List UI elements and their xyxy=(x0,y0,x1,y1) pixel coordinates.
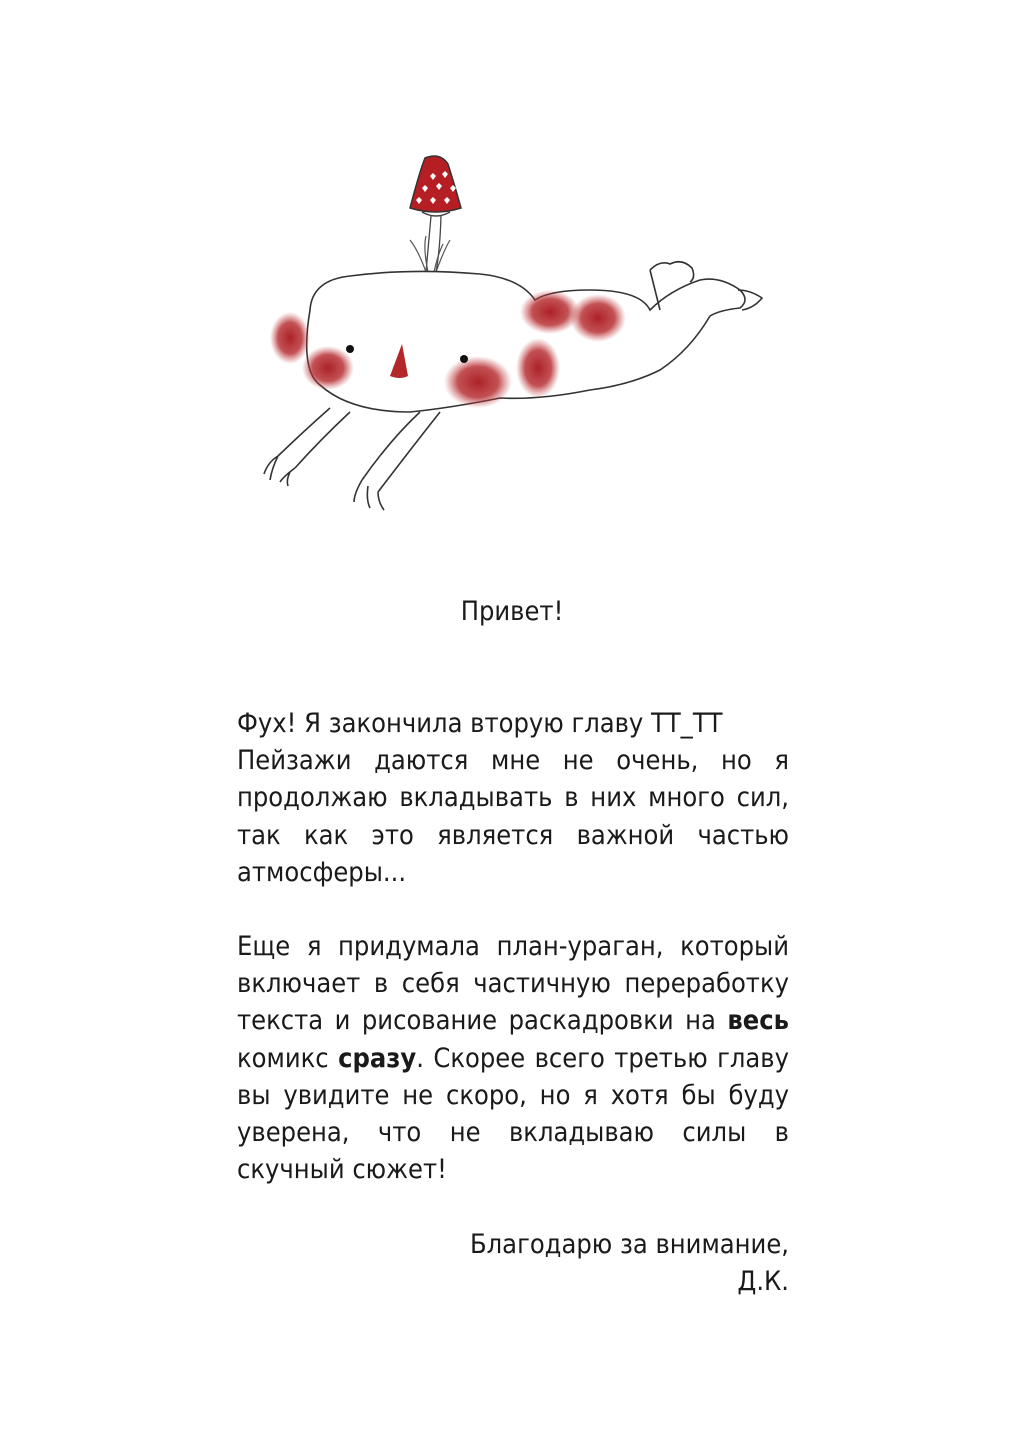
paragraph-2-line: включает в себя частичную переработку xyxy=(237,968,789,1000)
paragraph-2-line: Еще я придумала план-ураган, который xyxy=(237,931,789,962)
paragraph-2-line xyxy=(237,1040,789,1077)
paragraph-1-line: продолжаю вкладывать в них много сил, xyxy=(237,782,789,814)
left-cheek-blush xyxy=(302,346,354,390)
paragraph-1-line: так как это является важной частью xyxy=(237,819,789,851)
paragraph-1 xyxy=(237,705,789,891)
paragraph-2-line: вы увидите не скоро, но я хотя бы буду xyxy=(237,1079,789,1111)
paragraph-2-line: уверена, что не вкладываю силы в xyxy=(237,1117,789,1149)
signature: Д.К. xyxy=(737,1266,789,1298)
paragraph-2-line xyxy=(237,1002,789,1039)
paragraph-2-text: комикс xyxy=(237,1042,339,1074)
mushroom-creature-illustration xyxy=(250,150,780,520)
paragraph-2-text: . Скорее всего третью главу xyxy=(416,1042,789,1074)
paragraph-2-line: скучный сюжет! xyxy=(237,1154,447,1186)
left-ear-blush xyxy=(270,312,310,364)
paragraph-2 xyxy=(237,928,789,1188)
left-eye-icon xyxy=(346,345,354,353)
paragraph-1-line: Фух! Я закончила вторую главу ТТ_ТТ xyxy=(237,708,723,739)
paragraph-1-line: атмосферы... xyxy=(237,856,407,888)
paragraph-1-line: Пейзажи даются мне не очень, но я xyxy=(237,745,789,777)
greeting-heading: Привет! xyxy=(460,596,564,627)
thanks-text: Благодарю за внимание, xyxy=(469,1229,789,1260)
emphasis-whole: весь xyxy=(727,1005,789,1037)
right-cheek-blush xyxy=(444,356,512,408)
emphasis-at-once: сразу xyxy=(338,1042,417,1074)
mushroom-icon xyxy=(410,156,461,272)
right-ear-blush xyxy=(516,338,560,398)
back-blush-2 xyxy=(570,294,626,342)
right-eye-icon xyxy=(460,355,468,363)
paragraph-2-text: текста и рисование раскадровки на xyxy=(237,1005,728,1037)
signoff xyxy=(470,1226,789,1300)
